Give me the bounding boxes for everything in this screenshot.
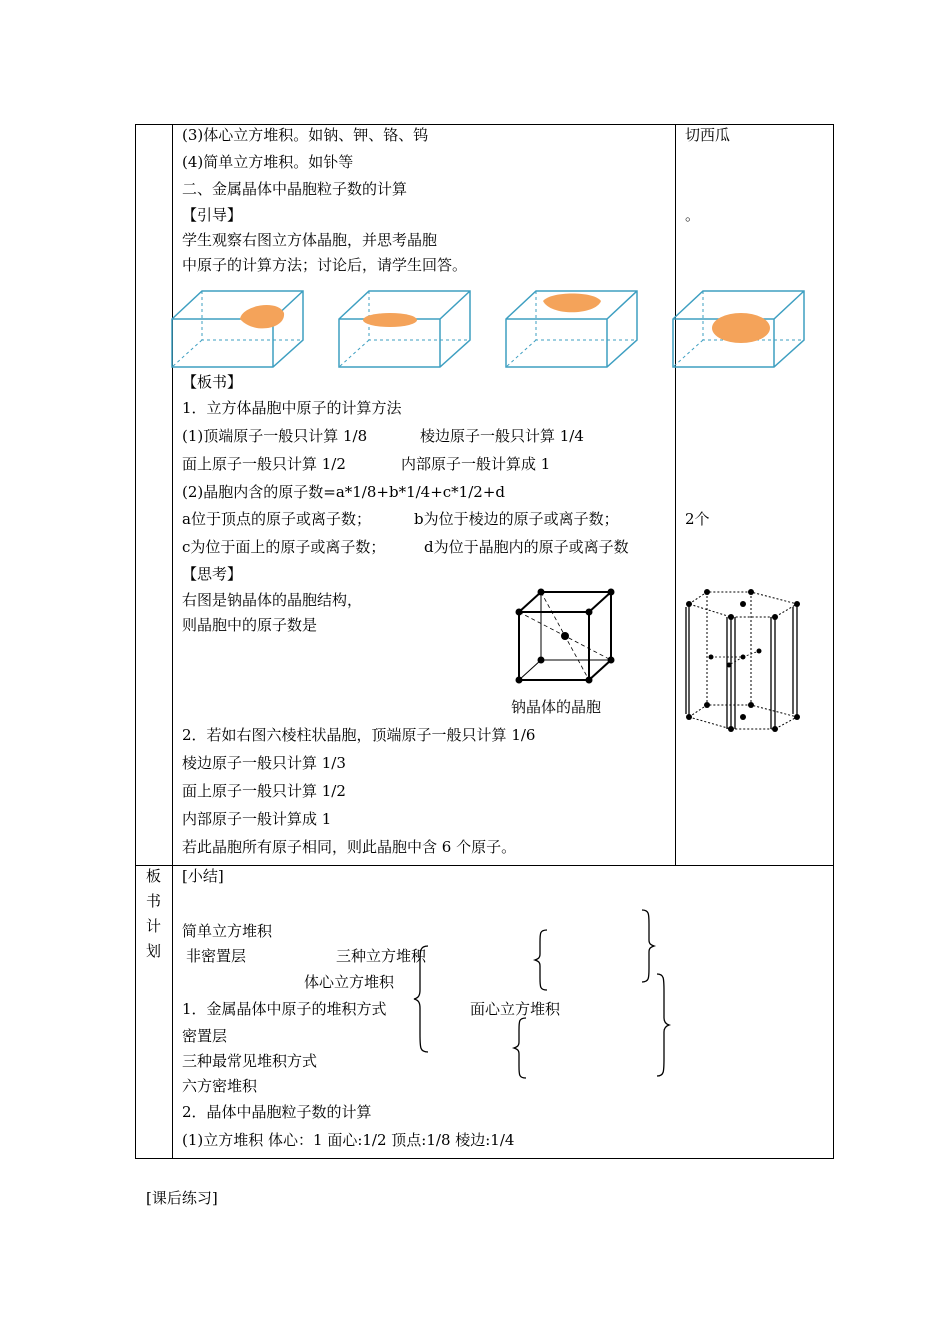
outline-item-2: 2．晶体中晶胞粒子数的计算	[182, 1103, 372, 1121]
brace-right-upper	[640, 908, 656, 984]
rule-interior: 内部原子一般计算成 1	[401, 455, 551, 473]
outline-item-1: 1．金属晶体中原子的堆积方式	[182, 1000, 387, 1018]
table-bottom-border	[135, 1158, 834, 1159]
rule-edge: 棱边原子一般只计算 1/4	[420, 427, 584, 445]
method-title: 1．立方体晶胞中原子的计算方法	[182, 399, 402, 417]
outline-close-layer: 密置层	[182, 1027, 228, 1045]
definition-b: b为位于棱边的原子或离子数；	[414, 510, 619, 528]
hexagonal-prism-cell-image	[683, 587, 808, 737]
table-top-border	[135, 124, 834, 125]
outline-common-stacking: 三种最常见堆积方式	[182, 1052, 318, 1070]
outline-three-cubic: 三种立方堆积	[336, 947, 427, 965]
cube-cell-face-image	[506, 289, 641, 369]
brace-left-large	[412, 944, 432, 1054]
plan-label-char-2: 书	[146, 892, 162, 910]
cube-cell-corner-image	[172, 289, 307, 369]
hex-conclusion: 若此晶胞所有原子相同，则此晶胞中含 6 个原子。	[182, 838, 517, 856]
think-text-1: 右图是钠晶体的晶胞结构，	[182, 591, 363, 609]
table-right-border	[833, 124, 834, 1159]
table-label-column-divider	[172, 124, 173, 1159]
plan-label-char-1: 板	[146, 867, 162, 885]
section-heading: 二、金属晶体中晶胞粒子数的计算	[182, 180, 408, 198]
outline-cubic-counts: (1)立方堆积 体心：1 面心:1/2 顶点:1/8 棱边:1/4	[182, 1131, 515, 1149]
definition-a: a位于顶点的原子或离子数；	[182, 510, 371, 528]
definition-d: d为位于晶胞内的原子或离子数	[424, 538, 629, 556]
plan-label-char-4: 划	[146, 942, 162, 960]
table-row-divider	[135, 865, 834, 866]
table-notes-column-divider	[675, 124, 676, 865]
sodium-bcc-cell-image	[514, 587, 619, 687]
guide-text-1: 学生观察右图立方体晶胞，并思考晶胞	[182, 231, 438, 249]
outline-bcc: 体心立方堆积	[304, 973, 395, 991]
think-label: 【思考】	[182, 565, 243, 583]
guide-label: 【引导】	[182, 206, 243, 224]
notes-cut: 切西瓜	[685, 126, 731, 144]
text-line-bcc-examples: (3)体心立方堆积。如钠、钾、铬、钨	[182, 126, 429, 144]
outline-hcp: 六方密堆积	[182, 1077, 258, 1095]
after-class-exercise: [课后练习]	[146, 1189, 218, 1207]
hex-rule-interior: 内部原子一般计算成 1	[182, 810, 332, 828]
blackboard-label: 【板书】	[182, 373, 243, 391]
cube-cell-body-image	[673, 289, 808, 369]
hex-rule-edge: 棱边原子一般只计算 1/3	[182, 754, 346, 772]
hex-rule-vertex: 2．若如右图六棱柱状晶胞，顶端原子一般只计算 1/6	[182, 726, 536, 744]
guide-text-2: 中原子的计算方法；讨论后，请学生回答。	[182, 256, 468, 274]
definition-c: c为位于面上的原子或离子数；	[182, 538, 386, 556]
table-left-border	[135, 124, 136, 1159]
cube-cell-edge-image	[339, 289, 474, 369]
text-line-simple-examples: (4)简单立方堆积。如钋等	[182, 153, 354, 171]
outline-simple-cubic: 简单立方堆积	[182, 922, 273, 940]
summary-label: [小结]	[182, 867, 224, 885]
count-formula: (2)晶胞内含的原子数=a*1/8+b*1/4+c*1/2+d	[182, 483, 505, 501]
brace-left-upper	[533, 928, 549, 992]
think-text-2: 则晶胞中的原子数是	[182, 616, 318, 634]
notes-answer: 2个	[685, 510, 710, 528]
plan-label-char-3: 计	[146, 917, 162, 935]
outline-non-close-layer: 非密置层	[186, 947, 247, 965]
sodium-cell-caption: 钠晶体的晶胞	[511, 698, 602, 716]
hex-rule-face: 面上原子一般只计算 1/2	[182, 782, 346, 800]
brace-left-lower	[512, 1016, 528, 1080]
rule-face: 面上原子一般只计算 1/2	[182, 455, 346, 473]
notes-dot: 。	[685, 206, 701, 224]
rule-vertex: (1)顶端原子一般只计算 1/8	[182, 427, 368, 445]
brace-right-lower	[655, 972, 671, 1078]
outline-fcc: 面心立方堆积	[470, 1000, 561, 1018]
